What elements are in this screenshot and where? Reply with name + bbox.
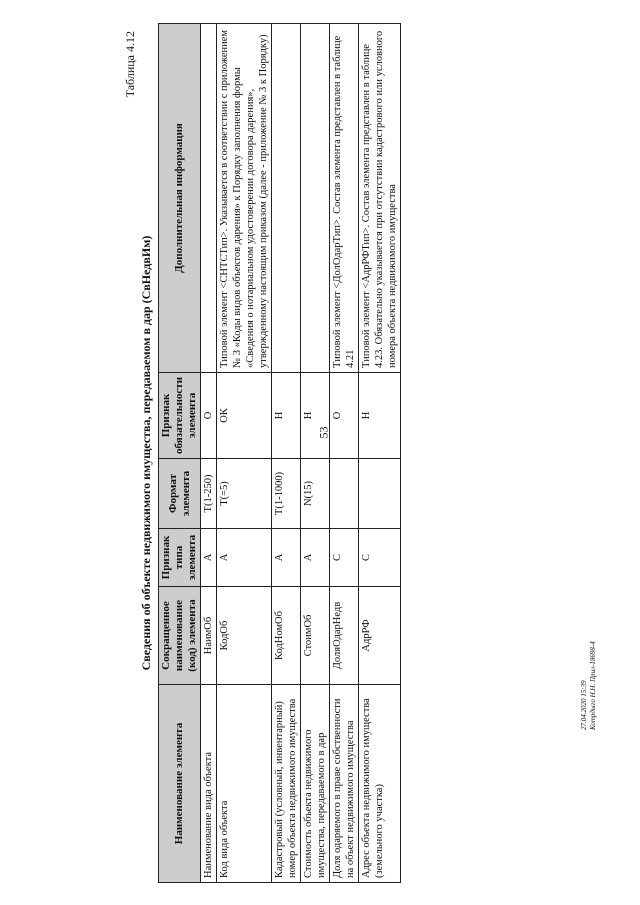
cell-name: Адрес объекта недвижимого имущества (земельного участка) [359, 685, 401, 883]
rotated-page-content [118, 23, 483, 883]
cell-info [301, 24, 330, 373]
cell-name: Кадастровый (условный, инвентарный) номер объекта недвижимого имущества [272, 685, 301, 883]
table-row [217, 24, 272, 883]
col-header-format: Формат элемента [159, 459, 201, 529]
table-number: Таблица 4.12 [123, 31, 137, 98]
col-header-required: Признак обязательности элемента [159, 372, 201, 458]
cell-type: А [301, 529, 330, 587]
table-row [359, 24, 401, 883]
cell-required: О [330, 372, 359, 458]
cell-info [272, 24, 301, 373]
cell-code: КодОб [217, 587, 272, 685]
cell-name: Стоимость объекта недвижимого имущества, передаваемого в дар [301, 685, 330, 883]
table-row [201, 24, 217, 883]
table-title: Сведения об объекте недвижимого имущества, передаваемом в дар (СвНедвИм) [139, 235, 153, 671]
cell-type: А [201, 529, 217, 587]
cell-required: ОК [217, 372, 272, 458]
table-row [272, 24, 301, 883]
cell-format: T(1-1000) [272, 459, 301, 529]
cell-type: С [359, 529, 401, 587]
cell-type: А [272, 529, 301, 587]
cell-name: Наименование вида объекта [201, 685, 217, 883]
cell-type: С [330, 529, 359, 587]
cell-format [359, 459, 401, 529]
cell-info: Типовой элемент <АдрРФТип>. Состав элемента представлен в таблице 4.23. Обязательно указывается при отсутствии кадастрового или условного номера объекта недвижимого имущества [359, 24, 401, 373]
footer-author: Котрдыго Н.Н. Прил-18698-4 [589, 641, 597, 730]
cell-type: А [217, 529, 272, 587]
col-header-info: Дополнительная информация [159, 24, 201, 373]
cell-required: Н [301, 372, 330, 458]
table-row [330, 24, 359, 883]
cell-format: T(=5) [217, 459, 272, 529]
table-header-row [159, 24, 201, 883]
cell-code: СтоимОб [301, 587, 330, 685]
cell-code: НаимОб [201, 587, 217, 685]
cell-code: КодНомОб [272, 587, 301, 685]
cell-format: N(15) [301, 459, 330, 529]
cell-required: Н [272, 372, 301, 458]
cell-name: Код вида объекта [217, 685, 272, 883]
cell-format: T(1-250) [201, 459, 217, 529]
col-header-code: Сокращенное наименование (код) элемента [159, 587, 201, 685]
cell-info: Типовой элемент <СНТСТип>. Указывается в соответствии с приложением № 3 «Коды видов объектов дарения» к Порядку заполнения формы «Сведения о нотариальном удостоверении договора дарения», утвержденному настоящим приказом (далее - приложение № 3 к Порядку) [217, 24, 272, 373]
document-footer [580, 641, 598, 730]
col-header-type: Признак типа элемента [159, 529, 201, 587]
page-number: 53 [316, 426, 331, 439]
col-header-name: Наименование элемента [159, 685, 201, 883]
elements-table [158, 23, 401, 883]
cell-required: О [201, 372, 217, 458]
cell-info [201, 24, 217, 373]
cell-format [330, 459, 359, 529]
table-row [301, 24, 330, 883]
footer-timestamp: 27.04.2020 15:39 [580, 680, 588, 730]
cell-code: АдрРФ [359, 587, 401, 685]
cell-required: Н [359, 372, 401, 458]
cell-code: ДоляОдарНедв [330, 587, 359, 685]
cell-name: Доля одаряемого в праве собственности на объект недвижимого имущества [330, 685, 359, 883]
cell-info: Типовой элемент <ДолОдарТип>. Состав элемента представлен в таблице 4.21 [330, 24, 359, 373]
